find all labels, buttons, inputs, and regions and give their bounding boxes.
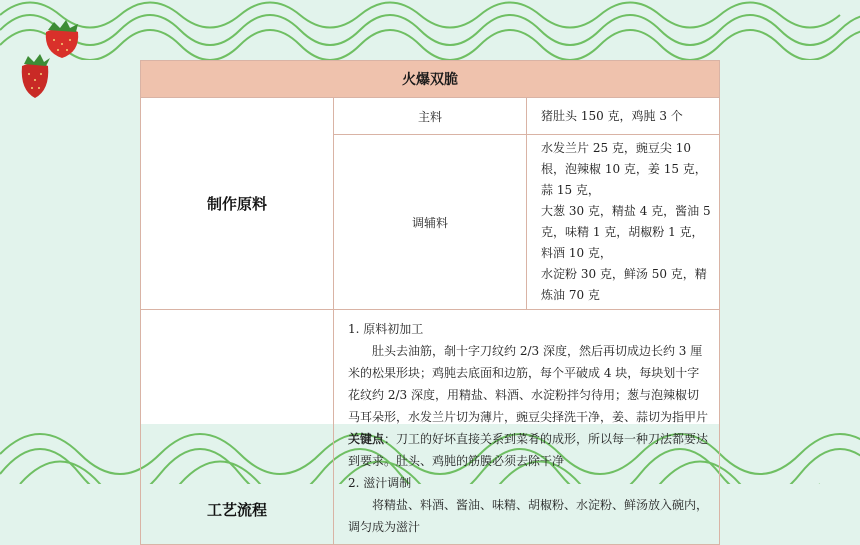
seasoning-line: 大葱 30 克，精盐 4 克，酱油 5 克，味精 1 克，胡椒粉 1 克，料酒 10 克， [541, 204, 711, 260]
step2-text: 将精盐、料酒、酱油、味精、胡椒粉、水淀粉、鲜汤放入碗内，调匀成为滋汁 [348, 498, 709, 534]
recipe-title: 火爆双脆 [141, 61, 720, 98]
recipe-table [140, 60, 720, 545]
seasoning-line: 水淀粉 30 克，鲜汤 50 克，精炼油 70 克 [541, 267, 707, 302]
strawberry-icon [18, 54, 52, 100]
main-ingredient-value: 猪肚头 150 克，鸡肫 3 个 [527, 98, 720, 135]
process-category: 工艺流程 [141, 310, 334, 545]
main-ingredient-label: 主料 [334, 98, 527, 135]
top-cloud-pattern [0, 0, 860, 60]
process-content [334, 310, 720, 545]
key-point-text: ：刀工的好坏直接关系到菜肴的成形，所以每一种刀法都要达到要求。肚头、鸡肫的筋膜必须去除干净 [348, 432, 709, 468]
seasoning-line: 水发兰片 25 克，豌豆尖 10 根，泡辣椒 10 克，姜 15 克，蒜 15 克， [541, 141, 707, 197]
ingredients-category: 制作原料 [141, 98, 334, 310]
recipe-card [140, 60, 720, 534]
seasoning-list [527, 135, 720, 310]
seasoning-label: 调辅料 [334, 135, 527, 310]
step1-text: 肚头去油筋，剞十字刀纹约 2/3 深度，然后再切成边长约 3 厘米的松果形块；鸡肫去底面和边筋，每个平破成 4 块，每块划十字花纹约 2/3 深度，用精盐、料酒、水淀粉拌匀待用；葱与泡辣椒切马耳朵形，水发兰片切为薄片，豌豆尖择洗干净，姜、蒜切为指甲片 [348, 344, 709, 424]
key-point-label: 关键点 [348, 432, 385, 446]
step2-title: 2. 滋汁调制 [348, 476, 412, 490]
step1-title: 1. 原料初加工 [348, 322, 424, 336]
